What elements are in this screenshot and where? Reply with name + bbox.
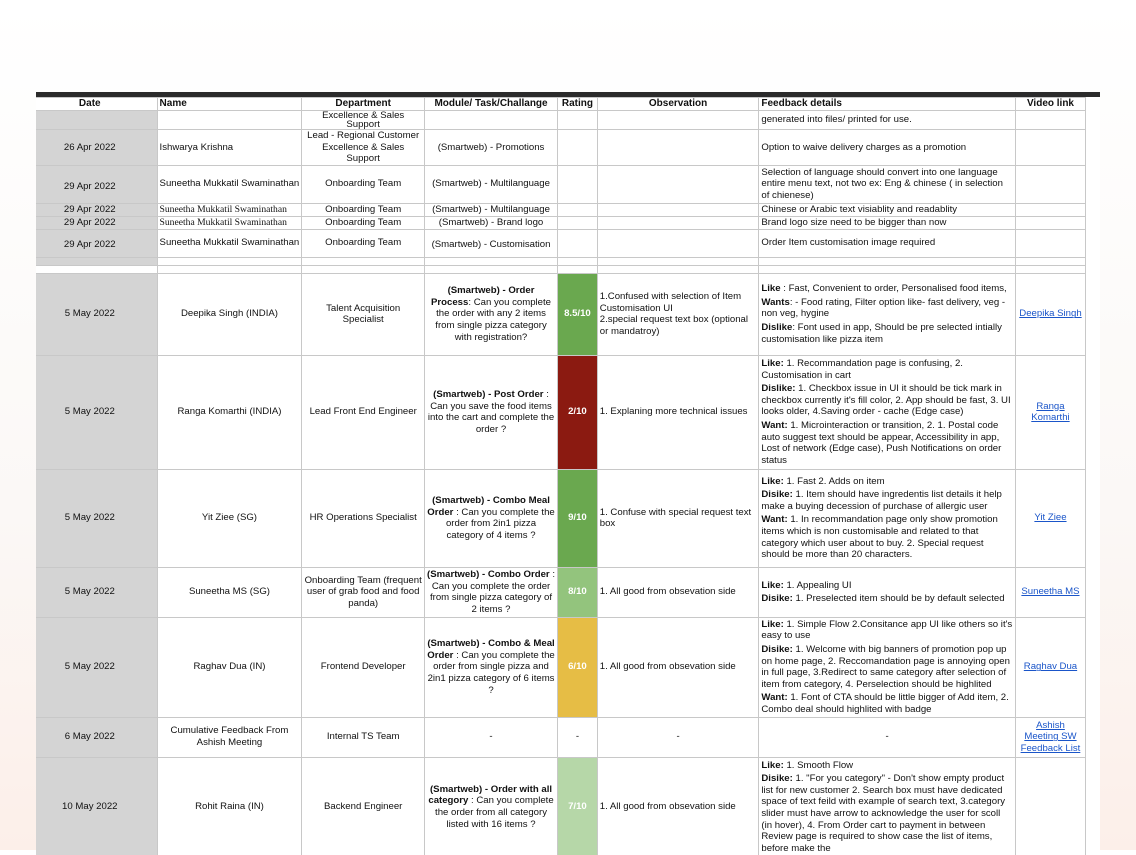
date-cell[interactable]: 6 May 2022 — [36, 717, 157, 757]
module-cell[interactable] — [424, 717, 557, 757]
feedback-cell[interactable] — [759, 469, 1016, 567]
feedback-cell[interactable] — [759, 355, 1016, 469]
feedback-table — [36, 97, 1086, 855]
observation-cell[interactable]: 1.Confused with selection of Item Customisation UI 2.special request text box (optional or mandatroy) — [597, 273, 759, 355]
video-link-cell[interactable] — [1015, 567, 1085, 617]
module-title: (Smartweb) - Post Order — [433, 389, 544, 401]
feedback-text: : Fast, Convenient to order, Personalised food items, — [780, 283, 1007, 295]
module-task-text: : Can you save the food items into the cart and complete the order ? — [427, 389, 555, 435]
feedback-cell[interactable] — [759, 617, 1016, 717]
feedback-line — [761, 730, 1013, 744]
header-rating[interactable]: Rating — [558, 98, 598, 111]
feedback-label: Dislike: — [761, 383, 796, 395]
video-link[interactable]: Suneetha MS — [1021, 586, 1080, 598]
feedback-label: Like: — [761, 579, 784, 591]
module-cell[interactable] — [424, 617, 557, 717]
rating-cell[interactable] — [558, 203, 598, 216]
observation-cell[interactable] — [597, 203, 759, 216]
feedback-text: 1. Font of CTA should be little bigger of Add item, 2. Combo deal should highlited with badge — [761, 692, 1009, 715]
table-row — [36, 757, 1086, 855]
department-cell[interactable]: Internal TS Team — [302, 717, 425, 757]
feedback-text: : Font used in app, Should be pre selected intially customisation like pizza item — [761, 322, 1002, 345]
date-cell[interactable]: 29 Apr 2022 — [36, 229, 157, 257]
feedback-label: Like — [761, 283, 781, 295]
rating-cell[interactable] — [558, 111, 598, 130]
video-link-cell[interactable] — [1015, 757, 1085, 855]
observation-cell[interactable] — [597, 130, 759, 166]
feedback-label: Like: — [761, 759, 784, 771]
feedback-text: 1. Checkbox issue in UI it should be tick mark in checkbox currently it's fill color, 2. App should be fast, 3. UI looks older, 4.Saving order - cache (Edge case) — [761, 383, 1011, 418]
observation-cell[interactable]: 1. All good from obsevation side — [597, 567, 759, 617]
video-link[interactable]: Deepika Singh — [1019, 308, 1082, 320]
rating-cell[interactable]: 6/10 — [558, 617, 598, 717]
module-task-text: : Can you complete the order from single pizza and 2in1 pizza category of 6 items ? — [427, 649, 555, 696]
date-cell[interactable] — [36, 111, 157, 130]
rating-cell[interactable]: - — [558, 717, 598, 757]
module-task-text: : Can you complete the order from single pizza category of 2 items ? — [429, 569, 555, 615]
department-cell[interactable]: Onboarding Team — [302, 229, 425, 257]
module-cell[interactable]: (Smartweb) - Customisation — [424, 229, 557, 257]
module-title: (Smartweb) - Combo Meal Order — [427, 495, 550, 518]
module-title: (Smartweb) - Order Process — [431, 285, 535, 308]
module-cell[interactable] — [424, 273, 557, 355]
feedback-label: Disike: — [761, 593, 793, 605]
header-row — [36, 98, 1086, 111]
feedback-line — [761, 419, 1013, 467]
feedback-line — [761, 357, 1013, 382]
video-link-cell[interactable] — [1015, 130, 1085, 166]
rating-cell[interactable]: 9/10 — [558, 469, 598, 567]
department-cell[interactable]: Onboarding Team — [302, 216, 425, 229]
name-cell[interactable]: Ishwarya Krishna — [157, 130, 302, 166]
observation-cell[interactable] — [597, 111, 759, 130]
rating-cell[interactable]: 2/10 — [558, 355, 598, 469]
feedback-line — [761, 321, 1013, 346]
module-title: (Smartweb) - Combo Order — [427, 569, 550, 581]
module-task-text: : Can you complete the order from 2in1 pizza category of 4 items ? — [445, 506, 555, 541]
feedback-line — [761, 691, 1013, 716]
feedback-label: Want: — [761, 514, 788, 526]
date-cell[interactable]: 29 Apr 2022 — [36, 203, 157, 216]
date-cell[interactable]: 5 May 2022 — [36, 273, 157, 355]
video-link-cell[interactable] — [1015, 273, 1085, 355]
table-row — [36, 130, 1086, 166]
date-cell[interactable]: 5 May 2022 — [36, 469, 157, 567]
feedback-line — [761, 282, 1013, 296]
name-cell[interactable]: Raghav Dua (IN) — [157, 617, 302, 717]
department-cell[interactable]: HR Operations Specialist — [302, 469, 425, 567]
video-link-cell[interactable] — [1015, 355, 1085, 469]
feedback-label: Disike: — [761, 643, 793, 655]
name-cell[interactable]: Suneetha Mukkatil Swaminathan — [157, 229, 302, 257]
name-cell[interactable]: Rohit Raina (IN) — [157, 757, 302, 855]
module-cell[interactable] — [424, 567, 557, 617]
name-cell[interactable]: Yit Ziee (SG) — [157, 469, 302, 567]
feedback-line — [761, 579, 1013, 593]
module-cell[interactable]: (Smartweb) - Promotions — [424, 130, 557, 166]
feedback-cell[interactable]: Option to waive delivery charges as a promotion — [759, 130, 1016, 166]
spacer-row — [36, 265, 1086, 273]
module-cell[interactable]: (Smartweb) - Multilanguage — [424, 165, 557, 203]
observation-cell[interactable]: 1. All good from obsevation side — [597, 757, 759, 855]
observation-cell[interactable] — [597, 229, 759, 257]
feedback-line — [761, 296, 1013, 321]
module-cell[interactable] — [424, 757, 557, 855]
name-cell[interactable]: Suneetha MS (SG) — [157, 567, 302, 617]
feedback-text: 1. In recommandation page only show promotion items which is non customisable and related to that category which user about to buy. 2. Special request should be more than 20 characters. — [761, 514, 998, 561]
video-link[interactable]: Ranga Komarthi — [1031, 400, 1070, 424]
department-cell[interactable]: Frontend Developer — [302, 617, 425, 717]
video-link-cell[interactable] — [1015, 111, 1085, 130]
header-date[interactable]: Date — [36, 98, 157, 111]
feedback-text: 1. Fast 2. Adds on item — [783, 475, 885, 487]
feedback-cell[interactable]: Order Item customisation image required — [759, 229, 1016, 257]
header-name[interactable]: Name — [157, 98, 302, 111]
table-row — [36, 111, 1086, 130]
module-cell[interactable] — [424, 111, 557, 130]
header-observation[interactable]: Observation — [597, 98, 759, 111]
feedback-line — [761, 759, 1013, 773]
rating-cell[interactable]: 7/10 — [558, 757, 598, 855]
rating-cell[interactable]: 8/10 — [558, 567, 598, 617]
feedback-line — [761, 488, 1013, 513]
feedback-label: Disike: — [761, 489, 793, 501]
table-row — [36, 229, 1086, 257]
feedback-text: : - Food rating, Filter option like- fast delivery, veg - non veg, hygine — [761, 296, 1006, 320]
feedback-text: 1. Preselected item should be by default selected — [792, 593, 1005, 605]
video-link-cell[interactable] — [1015, 469, 1085, 567]
table-row — [36, 216, 1086, 229]
name-cell[interactable] — [157, 111, 302, 130]
header-module[interactable]: Module/ Task/Challange — [424, 98, 557, 111]
video-link-cell[interactable] — [1015, 717, 1085, 757]
module-cell[interactable]: (Smartweb) - Multilanguage — [424, 203, 557, 216]
video-link-cell[interactable] — [1015, 229, 1085, 257]
feedback-line — [761, 618, 1013, 643]
table-row — [36, 567, 1086, 617]
feedback-cell[interactable]: Chinese or Arabic text visiablity and readablity — [759, 203, 1016, 216]
observation-cell[interactable] — [597, 165, 759, 203]
video-link-cell[interactable] — [1015, 203, 1085, 216]
date-cell[interactable]: 29 Apr 2022 — [36, 216, 157, 229]
feedback-line — [761, 382, 1013, 419]
module-cell[interactable]: (Smartweb) - Brand logo — [424, 216, 557, 229]
feedback-text: 1. Welcome with big banners of promotion pop up on home page, 2. Reccomandation page is annoying open in full page, 3.Redirect to same category after selection of item from category, 4. Perselection should be highlited — [761, 643, 1010, 690]
feedback-line — [761, 513, 1013, 561]
feedback-text: 1. Recommandation page is confusing, 2. Customisation in cart — [761, 358, 963, 381]
observation-cell[interactable]: 1. All good from obsevation side — [597, 617, 759, 717]
observation-cell[interactable]: 1. Explaning more technical issues — [597, 355, 759, 469]
feedback-line — [761, 772, 1013, 855]
observation-cell[interactable]: 1. Confuse with special request text box — [597, 469, 759, 567]
video-link-cell[interactable] — [1015, 165, 1085, 203]
name-cell[interactable]: Suneetha Mukkatil Swaminathan — [157, 216, 302, 229]
feedback-label: Like: — [761, 618, 784, 630]
table-row — [36, 273, 1086, 355]
department-cell[interactable]: Excellence & Sales Support — [302, 111, 425, 130]
module-cell[interactable] — [424, 469, 557, 567]
header-department[interactable]: Department — [302, 98, 425, 111]
feedback-cell[interactable] — [759, 273, 1016, 355]
table-row — [36, 469, 1086, 567]
feedback-cell[interactable] — [759, 757, 1016, 855]
feedback-label: Wants — [761, 296, 790, 308]
module-title: (Smartweb) - Order with all category — [428, 783, 553, 807]
date-cell[interactable]: 5 May 2022 — [36, 617, 157, 717]
module-task-text: - — [489, 731, 493, 743]
feedback-text: - — [885, 731, 889, 743]
spacer-row — [36, 257, 1086, 265]
feedback-cell[interactable] — [759, 567, 1016, 617]
observation-cell[interactable] — [597, 216, 759, 229]
rating-cell[interactable] — [558, 130, 598, 166]
table-row — [36, 717, 1086, 757]
feedback-cell[interactable]: generated into files/ printed for use. — [759, 111, 1016, 130]
name-cell[interactable]: Ranga Komarthi (INDIA) — [157, 355, 302, 469]
feedback-text: 1. Appealing UI — [783, 579, 852, 591]
feedback-label: Disike: — [761, 773, 793, 785]
rating-cell[interactable] — [558, 165, 598, 203]
module-cell[interactable] — [424, 355, 557, 469]
feedback-label: Like: — [761, 475, 784, 487]
rating-cell[interactable] — [558, 216, 598, 229]
feedback-text: 1. Smooth Flow — [783, 759, 854, 771]
module-title: (Smartweb) - Combo & Meal Order — [427, 638, 555, 661]
department-cell[interactable]: Backend Engineer — [302, 757, 425, 855]
date-cell[interactable]: 29 Apr 2022 — [36, 165, 157, 203]
video-link[interactable]: Ashish Meeting SW Feedback List — [1020, 719, 1081, 754]
feedback-label: Like: — [761, 358, 784, 370]
feedback-line — [761, 643, 1013, 691]
table-row — [36, 165, 1086, 203]
department-cell[interactable]: Lead Front End Engineer — [302, 355, 425, 469]
video-link[interactable]: Raghav Dua — [1023, 661, 1078, 673]
header-video-link[interactable]: Video link — [1015, 98, 1085, 111]
feedback-text: 1. Microinteraction or transition, 2. 1. Postal code auto suggest text should be appear, Accessibility in app, Lost of network (Edge case), Push Notifications on order status — [761, 420, 1002, 466]
name-cell[interactable]: Cumulative Feedback From Ashish Meeting — [157, 717, 302, 757]
feedback-text: 1. Item should have ingredentis list details it help make a buying decession of purchase of allergic user — [761, 489, 1002, 512]
rating-cell[interactable] — [558, 229, 598, 257]
name-cell[interactable]: Suneetha Mukkatil Swaminathan — [157, 165, 302, 203]
feedback-label: Want: — [761, 420, 788, 432]
name-cell[interactable]: Suneetha Mukkatil Swaminathan — [157, 203, 302, 216]
department-cell[interactable]: Talent Acquisition Specialist — [302, 273, 425, 355]
video-link[interactable]: Yit Ziee — [1034, 512, 1067, 524]
feedback-cell[interactable] — [759, 717, 1016, 757]
date-cell[interactable]: 26 Apr 2022 — [36, 130, 157, 166]
feedback-line — [761, 475, 1013, 489]
department-cell[interactable]: Onboarding Team — [302, 165, 425, 203]
header-feedback[interactable]: Feedback details — [759, 98, 1016, 111]
feedback-cell[interactable]: Brand logo size need to be bigger than now — [759, 216, 1016, 229]
spreadsheet-viewport — [36, 92, 1100, 855]
module-task-text: : Can you complete the order from all category listed with 16 items ? — [435, 795, 554, 830]
feedback-cell[interactable]: Selection of language should convert into one language entire menu text, not two ex: Eng & chinese ( in selection of chienese) — [759, 165, 1016, 203]
feedback-label: Dislike — [761, 322, 793, 334]
department-cell[interactable]: Onboarding Team — [302, 203, 425, 216]
video-link-cell[interactable] — [1015, 216, 1085, 229]
module-task-text: : Can you complete the order with any 2 items from single pizza category with registration? — [435, 296, 552, 343]
observation-cell[interactable]: - — [597, 717, 759, 757]
feedback-label: Want: — [761, 692, 788, 704]
feedback-line — [761, 592, 1013, 606]
name-cell[interactable]: Deepika Singh (INDIA) — [157, 273, 302, 355]
department-cell[interactable]: Lead - Regional Customer Excellence & Sales Support — [302, 130, 425, 166]
feedback-text: 1. Simple Flow 2.Consitance app UI like others so it's easy to use — [761, 618, 1013, 642]
department-cell[interactable]: Onboarding Team (frequent user of grab food and food panda) — [302, 567, 425, 617]
table-row — [36, 355, 1086, 469]
feedback-text: 1. "For you category" - Don't show empty product list for new customer 2. Search box must have dedicated space of text feild with example of search text, 3.category slider must have arrow to acknowledge the user for scoll (in hover), 4. From Order cart to payment in between Review page is required to show case the list of items, before make the — [761, 773, 1006, 854]
date-cell[interactable]: 5 May 2022 — [36, 355, 157, 469]
rating-cell[interactable]: 8.5/10 — [558, 273, 598, 355]
table-row — [36, 203, 1086, 216]
video-link-cell[interactable] — [1015, 617, 1085, 717]
date-cell[interactable]: 10 May 2022 — [36, 757, 157, 855]
date-cell[interactable]: 5 May 2022 — [36, 567, 157, 617]
table-row — [36, 617, 1086, 717]
